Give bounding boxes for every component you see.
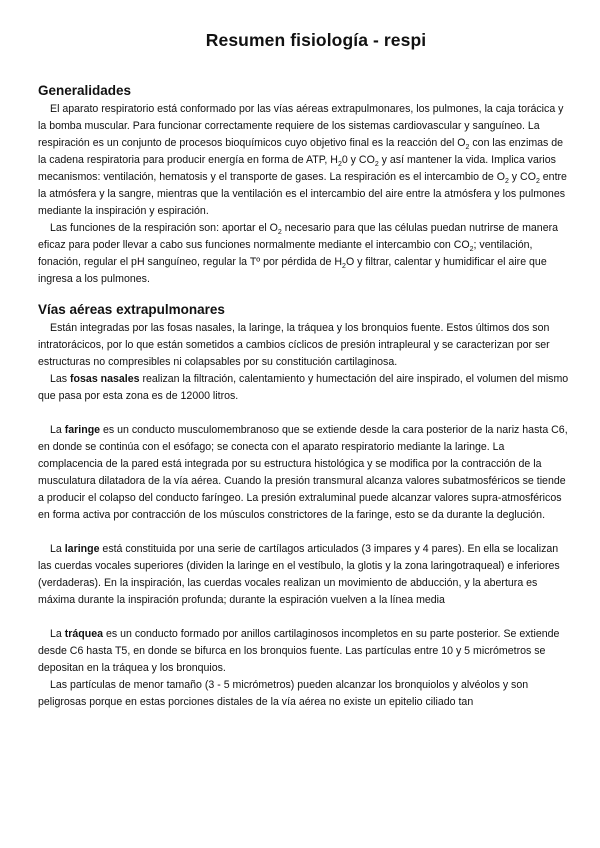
subscript: 2 [342, 263, 346, 271]
text-run: está constituida por una serie de cartílagos articulados (3 impares y 4 pares). En ella se localizan las cuerdas vocales superiores (dividen la laringe en el vestíbulo, la glotis y la zona laringotraqueal) e inferiores (verdaderas). En la inspiración, las cuerdas vocales realizan un movimiento de abducción, y la abertura es máxima durante la inspiración profunda; durante la espiración vuelven a la línea media [38, 543, 560, 606]
text-run: La [50, 543, 65, 555]
text-run: con las enzimas de la cadena respiratoria para producir energía en forma de ATP, H [38, 137, 564, 166]
term-laringe: laringe [64, 543, 100, 555]
paragraph-fosas-nasales [38, 371, 570, 405]
text-run: entre la atmósfera y la sangre, mientras que la ventilación es el intercambio del aire entre la atmósfera y los pulmones mediante la inspiración y espiración. [38, 171, 567, 217]
text-run: O y filtrar, calentar y humidificar el aire que ingresa a los pulmones. [38, 256, 547, 285]
text-run: y CO [508, 171, 536, 183]
subscript: 2 [465, 144, 470, 152]
text-run: El aparato respiratorio está conformado por las vías aéreas extrapulmonares, los pulmones, la caja torácica y la bomba muscular. Para funcionar correctamente requiere de los sistemas cardiovascular y sanguíneo. La respiración es un conjunto de procesos bioquímicos cuyo objetivo final es la reacción del O [38, 103, 564, 149]
subscript: 2 [504, 178, 509, 186]
text-run: Las [50, 373, 71, 385]
section-heading-generalidades: Generalidades [38, 83, 132, 98]
term-faringe: faringe [64, 424, 101, 436]
paragraph-traquea [38, 626, 570, 677]
paragraph-generalidades-1 [38, 101, 570, 220]
text-run: es un conducto musculomembranoso que se extiende desde la cara posterior de la nariz hasta C6, en donde se continúa con el esófago; se conecta con el aparato respiratorio mediante la laringe. La complacencia de la pared está integrada por su estructura histológica y se modifica por la contracción de la musculatura dilatadora de la vía aérea. Cuando la presión transmural alcanza valores subatmosféricos se tiende a producir el colapso del conducto faríngeo. La presión extraluminal puede alcanzar valores supra-atmosféricos en forma activa por contracción de los músculos constrictores de la faringe, esto se da durante la deglución. [38, 424, 568, 521]
page-title: Resumen fisiología - respi [205, 30, 427, 50]
term-fosas-nasales: fosas nasales [70, 373, 140, 385]
text-run: necesario para que las células puedan nutrirse de manera eficaz para poder llevar a cabo sus funciones normalmente mediante el intercambio con CO [38, 222, 559, 251]
text-run: Las funciones de la respiración son: aportar el O [50, 222, 278, 234]
paragraph-particulas: Las partículas de menor tamaño (3 - 5 micrómetros) pueden alcanzar los bronquiolos y alvéolos y son peligrosas porque en estas porciones distales de la vía aérea no existe un epitelio ciliado tan [38, 679, 529, 708]
paragraph-generalidades-2 [38, 220, 570, 288]
subscript: 2 [337, 161, 342, 169]
paragraph-faringe [38, 422, 570, 524]
text-run: La [50, 628, 65, 640]
paragraph-laringe [38, 541, 570, 609]
document-page [38, 30, 570, 711]
subscript: 2 [469, 246, 474, 254]
paragraph-spacer [38, 405, 570, 422]
paragraph-vias-1: Están integradas por las fosas nasales, la laringe, la tráquea y los bronquios fuente. Estos últimos dos son intratorácicos, por lo que están sometidos a cambios cíclicos de presión intrapleural y se caracterizan por ser estructuras no compresibles ni colapsables por su constitución cartilaginosa. [38, 322, 550, 368]
section-heading-vias-aereas: Vías aéreas extrapulmonares [38, 302, 225, 317]
text-run: realizan la filtración, calentamiento y humectación del aire inspirado, el volumen del mismo que pasa por esta zona es de 12000 litros. [38, 373, 569, 402]
text-run: 0 y CO [341, 154, 375, 166]
text-run: es un conducto formado por anillos cartilaginosos incompletos en su parte posterior. Se extiende desde C6 hasta T5, en donde se bifurca en los bronquios fuente. Las partículas entre 10 y 5 micrómetros se depositan en la tráquea y los bronquios. [38, 628, 560, 674]
text-run: ; ventilación, fonación, regular el pH sanguíneo, regular la Tº por pérdida de H [38, 239, 533, 268]
paragraph-spacer [38, 524, 570, 541]
subscript: 2 [374, 161, 379, 169]
subscript: 2 [535, 178, 540, 186]
paragraph-spacer [38, 609, 570, 626]
section-spacer [38, 288, 570, 302]
text-run: y así mantener la vida. Implica varios mecanismos: ventilación, hematosis y el transporte de gases. La respiración es el intercambio de O [38, 154, 556, 183]
text-run: La [50, 424, 65, 436]
subscript: 2 [277, 229, 282, 237]
term-traquea: tráquea [64, 628, 104, 640]
